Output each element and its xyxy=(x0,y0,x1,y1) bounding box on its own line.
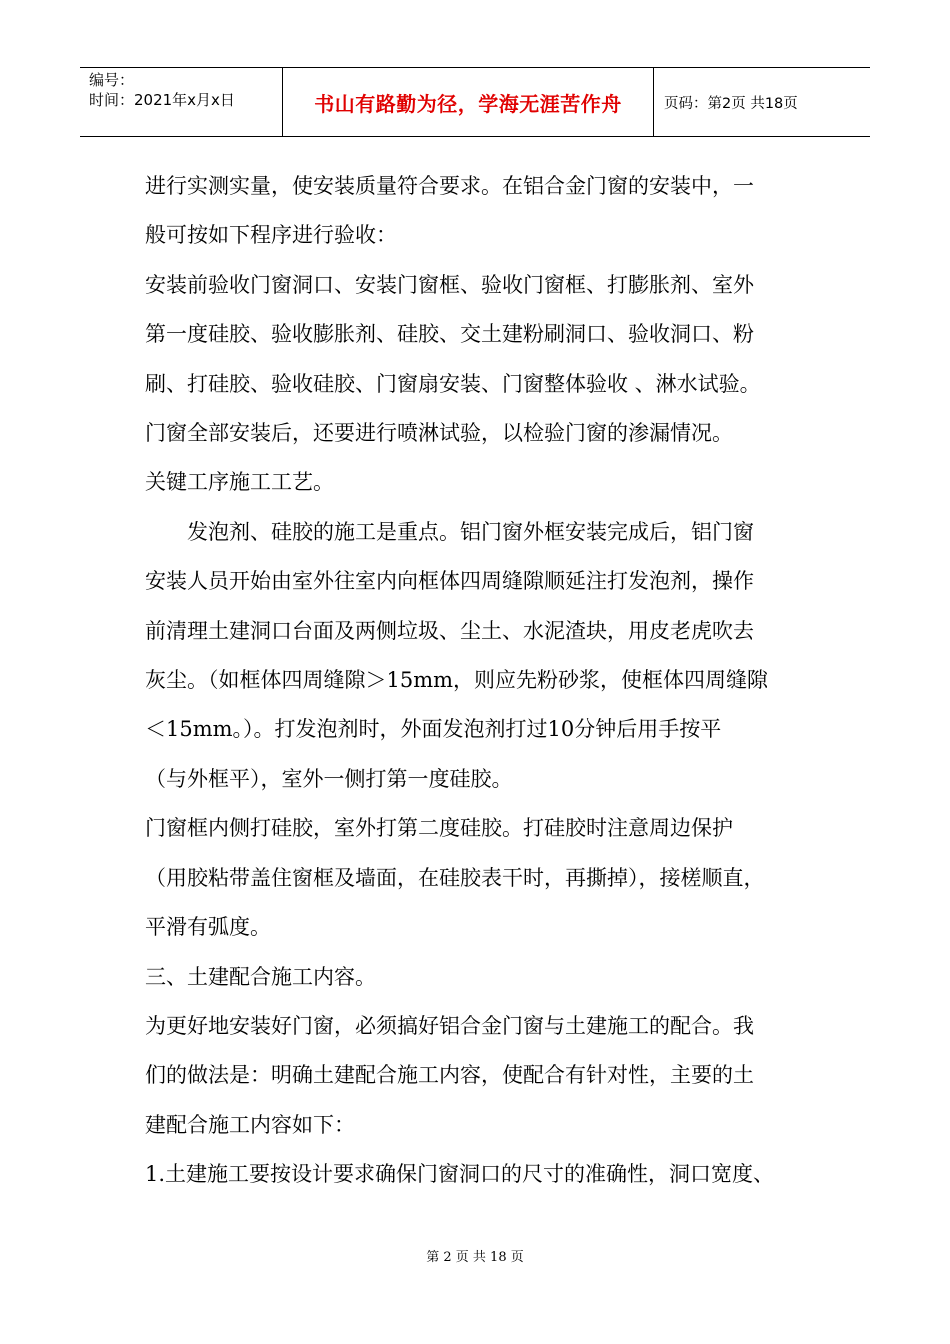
body-line: 第一度硅胶、验收膨胀剂、硅胶、交土建粉刷洞口、验收洞口、粉 xyxy=(145,322,754,347)
body-line: 般可按如下程序进行验收： xyxy=(145,223,397,248)
section-heading: 关键工序施工工艺。 xyxy=(145,470,334,495)
body-line: 安装前验收门窗洞口、安装门窗框、验收门窗框、打膨胀剂、室外 xyxy=(145,272,754,297)
body-line: 安装人员开始由室外往室内向框体四周缝隙顺延注打发泡剂，操作 xyxy=(145,569,754,594)
body-line: （与外框平），室外一侧打第一度硅胶。 xyxy=(145,766,513,791)
body-line: 刷、打硅胶、验收硅胶、门窗扇安装、门窗整体验收 、淋水试验。 xyxy=(145,371,761,396)
body-line: 灰尘。（如框体四周缝隙＞15mm，则应先粉砂浆，使框体四周缝隙 xyxy=(145,668,769,693)
header-meta-cell xyxy=(80,68,283,136)
body-line: 前清理土建洞口台面及两侧垃圾、尘土、水泥渣块，用皮老虎吹去 xyxy=(145,618,754,643)
body-line: 门窗框内侧打硅胶，室外打第二度硅胶。打硅胶时注意周边保护 xyxy=(145,816,733,841)
header-motto-cell xyxy=(283,68,654,136)
section-heading: 三、土建配合施工内容。 xyxy=(145,964,376,989)
body-line: 进行实测实量，使安装质量符合要求。在铝合金门窗的安装中，一 xyxy=(145,174,754,198)
body-line: ＜15mm。）。打发泡剂时，外面发泡剂打过10分钟后用手按平 xyxy=(145,717,722,742)
body-line: 1.土建施工要按设计要求确保门窗洞口的尺寸的准确性，洞口宽度、 xyxy=(145,1162,775,1187)
page-header xyxy=(80,67,870,137)
document-body xyxy=(145,162,825,1200)
body-line: （用胶粘带盖住窗框及墙面，在硅胶表干时，再撕掉），接槎顺直， xyxy=(145,865,765,890)
page-footer: 第 2 页 共 18 页 xyxy=(426,1250,524,1265)
document-number-label: 编号： xyxy=(89,71,135,89)
document-time-label: 时间：2021年x月x日 xyxy=(89,91,235,109)
body-line: 们的做法是：明确土建配合施工内容，使配合有针对性，主要的土 xyxy=(145,1063,754,1088)
header-motto: 书山有路勤为径，学海无涯苦作舟 xyxy=(314,91,622,116)
body-line: 门窗全部安装后，还要进行喷淋试验，以检验门窗的渗漏情况。 xyxy=(145,421,733,446)
body-line: 发泡剂、硅胶的施工是重点。铝门窗外框安装完成后，铝门窗 xyxy=(187,519,754,544)
body-line: 建配合施工内容如下： xyxy=(145,1112,355,1137)
body-line: 为更好地安装好门窗，必须搞好铝合金门窗与土建施工的配合。我 xyxy=(145,1013,754,1038)
header-page-indicator: 页码：第2页 共18页 xyxy=(664,95,798,112)
header-page-cell xyxy=(654,68,870,136)
body-line: 平滑有弧度。 xyxy=(145,915,271,940)
